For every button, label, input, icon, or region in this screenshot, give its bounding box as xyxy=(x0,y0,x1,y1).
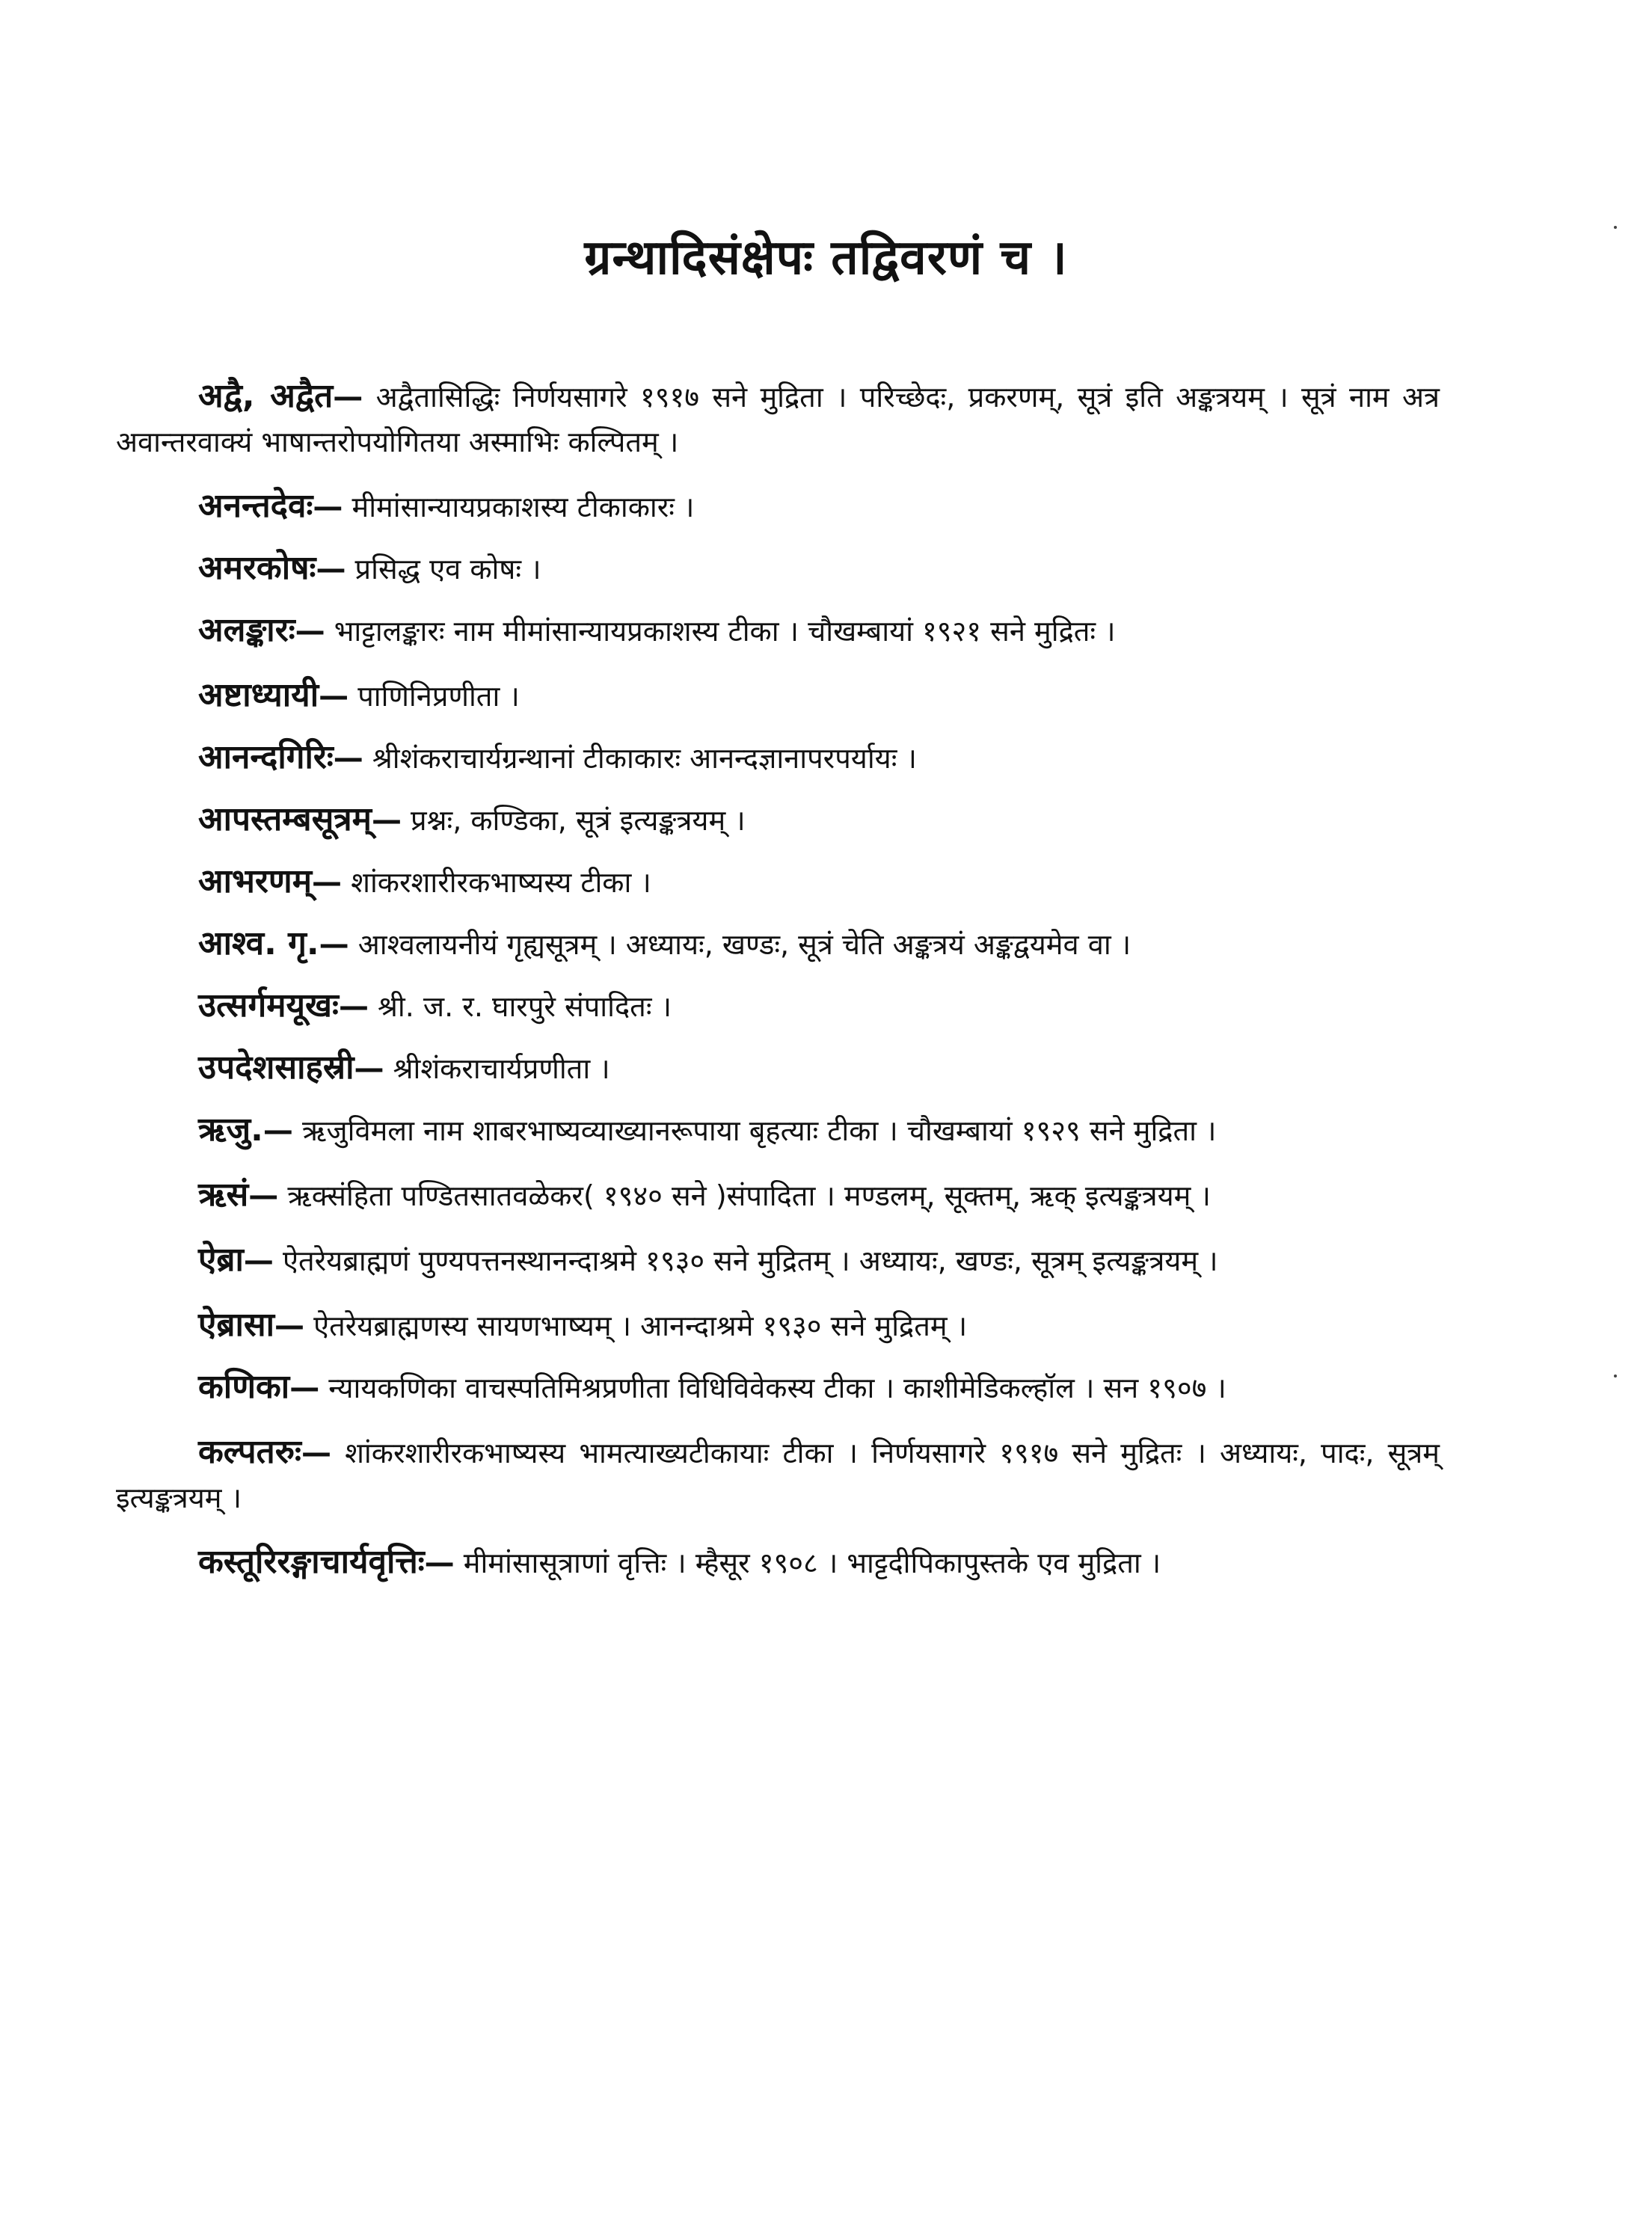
entry-description: श्रीशंकराचार्यग्रन्थानां टीकाकारः आनन्दज्ञानापरपर्यायः । xyxy=(372,742,917,775)
page-title: ग्रन्थादिसंक्षेपः तद्विवरणं च । xyxy=(584,230,1068,286)
entry-description: ऐतरेयब्राह्मणस्य सायणभाष्यम् । आनन्दाश्रमे १९३० सने मुद्रितम् । xyxy=(313,1309,968,1342)
entry-dash: — xyxy=(338,989,369,1024)
entry-dash: — xyxy=(262,1114,293,1148)
entry-dash: — xyxy=(371,803,402,838)
entry-term: उपदेशसाहस्री xyxy=(198,1048,354,1087)
entry-term: कणिका xyxy=(198,1368,290,1406)
glossary-entry xyxy=(116,921,1440,967)
entry-term: अनन्तदेवः xyxy=(198,487,313,525)
entry-description: श्रीशंकराचार्यप्रणीता । xyxy=(393,1052,610,1085)
glossary-entry xyxy=(116,1045,1440,1091)
entry-term: ऋसं xyxy=(198,1176,249,1214)
entry-description: न्यायकणिका वाचस्पतिमिश्रप्रणीता विधिविवेकस्य टीका । काशीमेडिकल्हॉल । सन १९०७ । xyxy=(328,1372,1226,1404)
entry-dash: — xyxy=(316,552,346,586)
entry-dash: — xyxy=(248,1179,279,1213)
glossary-entry xyxy=(116,735,1440,781)
glossary-list xyxy=(116,374,1440,1605)
glossary-entry xyxy=(116,1365,1440,1410)
glossary-entry xyxy=(116,1430,1440,1520)
entry-dash: — xyxy=(354,1051,384,1086)
entry-dash: — xyxy=(301,1436,331,1470)
entry-description: श्री. ज. र. घारपुरे संपादितः । xyxy=(378,990,672,1023)
entry-dash: — xyxy=(295,614,325,648)
entry-dash: — xyxy=(333,380,363,414)
entry-term: अद्वै, अद्वैत xyxy=(198,377,334,415)
glossary-entry xyxy=(116,1238,1440,1283)
entry-term: उत्सर्गमयूखः xyxy=(198,986,339,1025)
entry-term: कस्तूरिरङ्गाचार्यवृत्तिः xyxy=(198,1543,425,1581)
entry-description: ऐतरेयब्राह्मणं पुण्यपत्तनस्थानन्दाश्रमे १९३० सने मुद्रितम् । अध्यायः, खण्डः, सूत्रम् इत्यङ्कत्रयम् । xyxy=(282,1244,1218,1277)
glossary-entry xyxy=(116,797,1440,843)
entry-description: शांकरशारीरकभाष्यस्य टीका । xyxy=(351,866,651,899)
entry-term: अमरकोषः xyxy=(198,549,316,587)
entry-term: आभरणम् xyxy=(198,862,313,900)
glossary-entry xyxy=(116,1303,1440,1348)
glossary-entry xyxy=(116,1540,1440,1585)
entry-description: आश्वलायनीयं गृह्यसूत्रम् । अध्यायः, खण्डः, सूत्रं चेति अङ्कत्रयं अङ्कद्वयमेव वा । xyxy=(357,928,1131,961)
glossary-entry xyxy=(116,608,1440,654)
scan-speck xyxy=(1614,226,1617,229)
entry-description: शांकरशारीरकभाष्यस्य भामत्याख्यटीकायाः टीका । निर्णयसागरे १९१७ सने मुद्रितः । अध्यायः, पादः, सूत्रम् इत्यङ्कत्रयम् । xyxy=(116,1437,1440,1514)
glossary-entry xyxy=(116,673,1440,719)
entry-dash: — xyxy=(289,1371,320,1405)
entry-dash: — xyxy=(319,679,349,713)
entry-dash: — xyxy=(424,1546,455,1580)
entry-term: आपस्तम्बसूत्रम् xyxy=(198,800,372,838)
scan-speck xyxy=(1614,1375,1617,1377)
entry-term: अष्टाध्यायी xyxy=(198,676,319,714)
entry-description: पाणिनिप्रणीता । xyxy=(357,680,520,713)
glossary-entry xyxy=(116,859,1440,905)
glossary-entry xyxy=(116,1173,1440,1218)
entry-term: ऋजु. xyxy=(198,1111,263,1149)
entry-dash: — xyxy=(312,865,343,900)
glossary-entry xyxy=(116,1108,1440,1153)
entry-dash: — xyxy=(243,1244,274,1278)
entry-dash: — xyxy=(319,927,349,962)
entry-dash: — xyxy=(313,490,343,524)
entry-term: अलङ्कारः xyxy=(198,611,295,649)
entry-description: मीमांसासूत्राणां वृत्तिः । म्हैसूर १९०८ । भाट्टदीपिकापुस्तके एव मुद्रिता । xyxy=(463,1547,1161,1579)
entry-term: आश्व. गृ. xyxy=(198,924,319,962)
glossary-entry xyxy=(116,546,1440,592)
entry-description: ऋक्संहिता पण्डितसातवळेकर( १९४० सने )संपादिता । मण्डलम्, सूक्तम्, ऋक् इत्यङ्कत्रयम् । xyxy=(287,1179,1211,1212)
glossary-entry xyxy=(116,983,1440,1029)
entry-dash: — xyxy=(333,741,363,775)
entry-description: प्रसिद्ध एव कोषः । xyxy=(354,553,541,586)
entry-description: भाट्टालङ्कारः नाम मीमांसान्यायप्रकाशस्य टीका । चौखम्बायां १९२१ सने मुद्रितः । xyxy=(334,615,1116,648)
entry-description: प्रश्नः, कण्डिका, सूत्रं इत्यङ्कत्रयम् । xyxy=(411,804,746,837)
entry-description: अद्वैतासिद्धिः निर्णयसागरे १९१७ सने मुद्रिता । परिच्छेदः, प्रकरणम्, सूत्रं इति अङ्कत्रयम् । सूत्रं नाम अत्र अवान्तरवाक्यं भाषान्तरोपयोगितया अस्माभिः कल्पितम् । xyxy=(116,381,1440,458)
entry-term: आनन्दगिरिः xyxy=(198,738,334,776)
entry-description: ऋजुविमला नाम शाबरभाष्यव्याख्यानरूपाया बृहत्याः टीका । चौखम्बायां १९२९ सने मुद्रिता । xyxy=(302,1114,1217,1147)
glossary-entry xyxy=(116,484,1440,529)
entry-dash: — xyxy=(274,1309,304,1343)
entry-term: कल्पतरुः xyxy=(198,1433,301,1471)
glossary-entry xyxy=(116,374,1440,464)
entry-term: ऐब्रासा xyxy=(198,1306,274,1344)
entry-description: मीमांसान्यायप्रकाशस्य टीकाकारः । xyxy=(351,491,695,523)
entry-term: ऐब्रा xyxy=(198,1241,244,1279)
